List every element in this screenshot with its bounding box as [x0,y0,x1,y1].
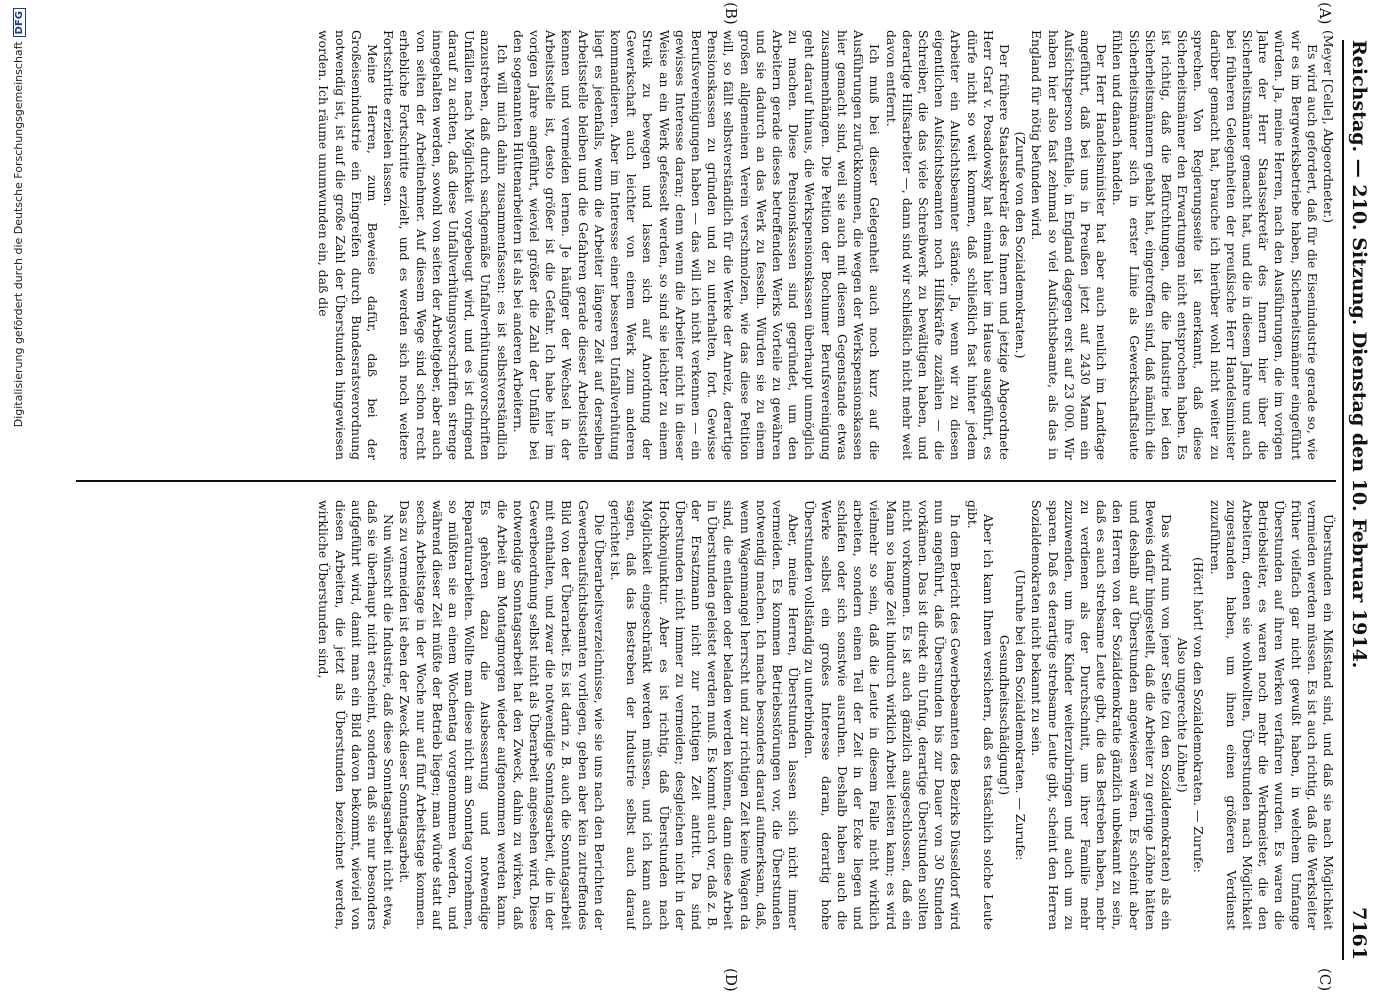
paragraph: Die Überarbeitsverzeichnisse, wie sie uns nach den Berichten der Gewerbeaufsichtsbeamten vorliegen, geben aber kein zutreffendes Bild von der Überarbeit. Es ist darin z. B. auch die Sonntagsarbeit mit enthalten, und zwar die notwendige Sonntagsarbeit, die in der Gewerbeordnung selbst nicht als Überarbeit angesehen wird. Diese notwendige Sonntagsarbeit hat den Zweck, dahin zu wirken, daß die Arbeit am Montagmorgen wieder aufgenommen werden kann. Es gehören dazu die Ausbesserung und notwendige Reparaturarbeiten. Wollte man diese nicht am Sonntag vornehmen, so müßten sie an einem Wochentag vorgenommen werden, und während dieser Zeit müßte der Betrieb liegen; man würde statt auf sechs Arbeitstage in der Woche nur auf fünf Arbeitstage kommen. Das zu vermeiden ist eben der Zweck dieser Sonntagsarbeit. [397,500,607,930]
dfg-logo: DFG [13,8,26,37]
paragraph: Aber, meine Herren, Überstunden lassen sich nicht immer vermeiden. Es kommen Betriebsstörungen vor, die Überstunden notwendig machen. Ich mache besonders darauf aufmerksam, daß, wenn Wagenmangel herrscht und zur richtigen Zeit keine Wagen da sind, die entladen oder beladen werden können, dann diese Arbeit in Überstunden geleistet werden muß. Es kommt auch vor, daß z. B. der Ersatzmann nicht zur richtigen Zeit antritt. Da sind Überstunden nicht immer zu vermeiden; desgleichen nicht in der Hochkonjunktur. Aber es ist richtig, daß Überstunden nach Möglichkeit eingeschränkt werden müssen, und ich kann auch sagen, daß das Bestreben der Industrie selbst auch darauf gerichtet ist. [608,500,802,930]
paragraph: Meine Herren, zum Beweise dafür, daß bei der Großeisenindustrie ein Eingreifen durch Bundesratsverordnung notwendig ist, ist auf die große Zahl der Überstunden hingewiesen worden. Ich räume unumwunden ein, daß die [316,30,381,460]
paragraph: In dem Bericht des Gewerbebeamten des Bezirks Düsseldorf wird nun angeführt, daß Überstunden bis zur Dauer von 30 Stunden vorkämen. Das ist direkt ein Unfug, derartige Überstunden sollten nicht vorkommen. Es ist auch gänzlich ausgeschlossen, daß ein Mann so lange Zeit hindurch wirklich Arbeit leisten kann; es wird vielmehr so sein, daß die Leute in diesem Falle nicht wirklich arbeiten, sondern einen Teil der Zeit in der Ecke liegen und schlafen oder sich sonstwie ausruhen. Deshalb haben auch die Werke selbst ein großes Interesse daran, derartig hohe Überstunden vollständig zu unterbinden. [802,500,964,930]
paragraph: Es wird auch gefordert, daß für die Eisenindustrie gerade so, wie wir es im Bergwerksbetriebe haben, Sicherheitsmänner eingeführt würden. Ja, meine Herren, nach den Ausführungen, die im vorigen Jahre der Herr Staatssekretär des Innern hier über die Sicherheitsmänner gemacht hat, und die in diesem Jahre und auch bei früheren Gelegenheiten der preußische Herr Handelsminister darüber gemacht hat, brauche ich hierüber wohl nicht weiter zu sprechen. Von Regierungsseite ist anerkannt, daß diese Sicherheitsmänner den Erwartungen nicht entsprochen haben. Es ist richtig, daß die Befürchtungen, die die Industrie bei den Sicherheitsmännern gehabt hat, eingetroffen sind, daß nämlich die Sicherheitsmänner sich in erster Linie als Gewerkschaftsleute fühlen und danach handeln. [1110,30,1320,460]
paragraph: Ich will mich dahin zusammenfassen: es ist selbstverständlich anzustreben, daß durch sachgemäße Unfallverhütungsvorschriften Unfällen nach Möglichkeit vorgebeugt wird, und es ist dringend darauf zu achten, daß diese Unfallverhütungsvorschriften strenge innegehalten werden, sowohl von seiten der Arbeitgeber, aber auch von seiten der Arbeitnehmer. Auf diesem Wege sind schon recht erhebliche Fortschritte erzielt, und es werden sich noch weitere Fortschritte erzielen lassen. [381,30,510,460]
interjection: (Hört! hört! von den Sozialdemokraten. — Zurufe: [1191,557,1207,873]
margin-mark-c: (C) [1316,968,1334,992]
paragraph: Der frühere Staatssekretär des Innern und jetzige Abgeordnete Herr Graf v. Posadowsky hat einmal hier im Hause ausgeführt, es dürfe nicht so weit kommen, daß schließlich fast hinter jedem Arbeiter ein Aufsichtsbeamter stände. Ja, wenn wir zu diesen eigentlichen Aufsichtsbeamten noch Hilfskräfte zuzählen — die Schreiber, die das viele Schreibwerk zu bewältigen haben, und derartige Hilfsarbeiter —, dann sind wir schließlich nicht mehr weit davon entfernt. [883,30,1012,460]
paragraph: Das wird nun von jener Seite (zu den Sozialdemokraten) als ein Beweis dafür hingestellt, daß die Arbeiter zu geringe Löhne hätten und deshalb auf Überstunden angewiesen wären. Es scheint aber den Herren von der Sozialdemokratie gänzlich unbekannt zu sein, daß es auch strebsame Leute gibt, die das Bestreben haben, mehr zu verdienen als der Durchschnitt, um ihrer Familie mehr zuzuwenden, um ihre Kinder weiterzubringen und auch um zu sparen. Daß es derartige strebsame Leute gibt, scheint den Herren Sozialdemokraten nicht bekannt zu sein. [1029,500,1174,930]
margin-mark-d: (D) [722,968,740,992]
interjection: (Zurufe von den Sozialdemokraten.) [1013,131,1029,359]
left-text-column [76,30,1336,460]
right-text-column [76,500,1336,930]
margin-mark-a: (A) [1316,2,1334,25]
paragraph: Ich muß bei dieser Gelegenheit auch noch kurz auf die Ausführungen zurückkommen, die wegen der Werkspensionskassen hier gemacht sind, weil sie auch mit diesem Gegenstande etwas zusammenhängen. Die Petition der Bochumer Berufsvereinigung geht darauf hinaus, die Werkspensionskassen überhaupt unmöglich zu machen. Diese Pensionskassen sind gegründet, um den Arbeitern gerade dieses betreffenden Werks Vorteile zu gewähren und sie dadurch an das Werk zu fesseln. Würden sie zu einem großen allgemeinen Verein verschmolzen, wie das diese Petition will, so fällt selbstverständlich für die Werke der Anreiz, derartige Pensionskassen zu gründen und zu unterhalten, fort. Gewisse Berufsvereinigungen haben — das will ich nicht verkennen — ein gewisses Interesse daran; denn wenn die Arbeiter nicht in dieser Weise an ein Werk gefesselt werden, so sind sie leichter zu einem Streik zu bewegen und lassen sich auf Anordnung der Gewerkschaft auch leichter von einem Werk zum anderen kommandieren. Aber im Interesse einer besseren Unfallverhütung liegt es jedenfalls, wenn die Arbeiter längere Zeit auf derselben Arbeitsstelle bleiben und die Gefahren gerade dieser Arbeitsstelle kennen und vermeiden lernen. Je häufiger der Wechsel in der Arbeitsstelle ist, desto größer ist die Gefahr. Ich habe hier im vorigen Jahre angeführt, wieviel größer die Zahl der Unfälle bei den sogenannten Hüttenarbeitern ist als bei anderen Arbeitern. [510,30,883,460]
paragraph: Aber ich kann Ihnen versichern, daß es tatsächlich solche Leute gibt. [964,500,996,930]
paragraph: Überstunden ein Mißstand sind, und daß sie nach Möglichkeit vermieden werden müssen. Es ist auch richtig, daß die Werksleiter früher vielfach gar nicht gewußt haben, in welchem Umfange Überstunden auf ihren Werken verfahren wurden. Es waren die Betriebsleiter, es waren noch mehr die Werkmeister, die den Arbeitern, denen sie wohlwollten, Überstunden nach Möglichkeit zugestanden haben, um ihnen einen größeren Verdienst zuzuführen. [1207,500,1336,930]
column-divider [76,480,1336,482]
margin-mark-b: (B) [722,2,740,25]
paragraph: Nun wünscht die Industrie, daß diese Sonntagsarbeit nicht etwa, daß sie überhaupt nicht erscheint, sondern daß sie nur besonders aufgeführt wird, damit man ein Bild davon bekommt, wieviel von diesen Arbeiten, die jetzt als Überstunden bezeichnet werden, wirkliche Überstunden sind, [316,500,397,930]
speaker-line: (Meyer [Celle], Abgeordneter.) [1321,30,1336,224]
digitization-credit [12,8,28,968]
paragraph: Der Herr Handelsminister hat aber auch neulich im Landtage angeführt, daß bei uns in Preußen jetzt auf 2430 Mann ein Aufsichtsperson entfalle, in England dagegen erst auf 23 000. Wir haben hier also fast zehnmal so viel Aufsichtsbeamte, als das in England für nötig befunden wird. [1029,30,1110,460]
interjection: Gesundheitsschädigung!) [996,634,1012,796]
header-date: Dienstag den 10. Februar 1914. [1348,331,1370,669]
interjection: (Unruhe bei den Sozialdemokraten. — Zurufe: [1013,569,1029,861]
rotated-document-page [60,0,1380,1000]
page-header [1342,40,1372,960]
header-page-number: 7161 [1348,907,1370,960]
header-session-title: Reichstag. — 210. Sitzung. [1348,40,1370,326]
credit-text: Digitalisierung gefördert durch die Deutsche Forschungsgemeinschaft [12,41,25,428]
interjection: Also ungerechte Löhne!) [1175,637,1191,793]
